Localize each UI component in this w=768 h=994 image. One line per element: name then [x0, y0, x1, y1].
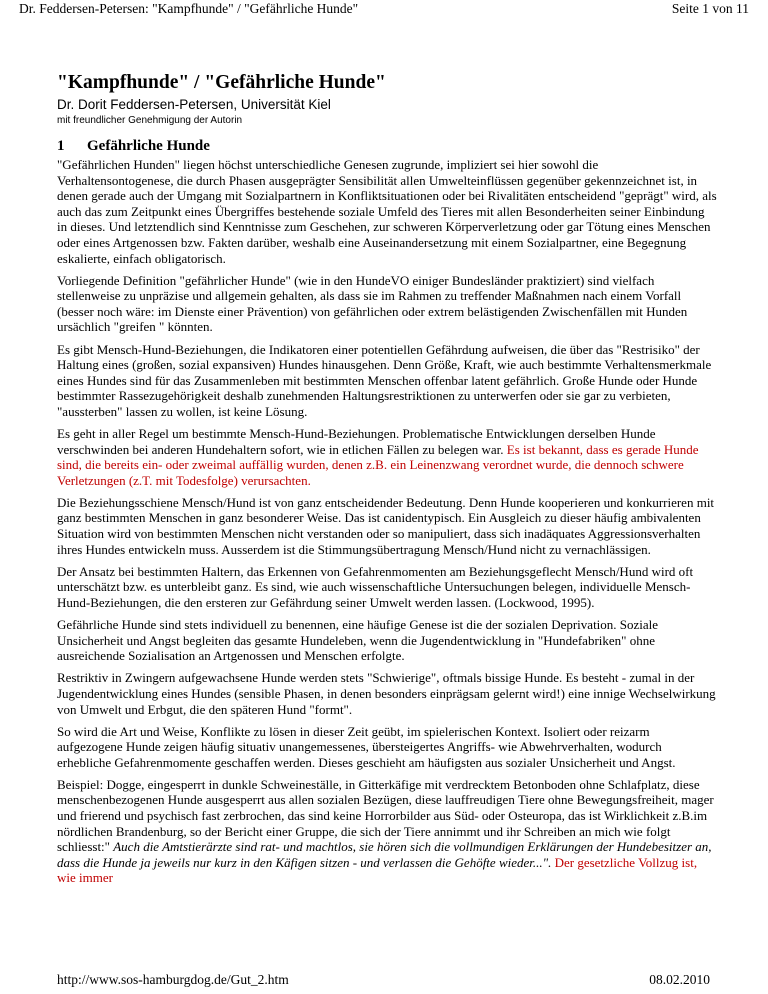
author-line: Dr. Dorit Feddersen-Petersen, Universität Kiel	[57, 97, 331, 112]
paragraph-3: Es gibt Mensch-Hund-Beziehungen, die Indikatoren einer potentiellen Gefährdung aufweisen, die über das "Restrisiko" der Haltung eines (großen, sozial expansiven) Hundes hinausgehen. Denn Größe, Kraft, wie auch bestimmte Verhaltensmerkmale eines Hundes sind für das Zusammenleben mit bestimmten Menschen offenbar latent gefährlich. Große Hunde oder Hunde bestimmter Rassezugehörigkeit deshalb zunehmenden Haltungsrestriktionen zu unterwerfen oder sie gar zu verbieten, "aussterben" lassen zu wollen, ist keine Lösung.	[57, 341, 712, 419]
paragraph-4-text: Es geht in aller Regel um bestimmte Mensch-Hund-Beziehungen. Problematische Entwicklungen derselben Hunde verschwinden bei anderen Hundehaltern sofort, wie in etlichen Fällen zu belegen war.	[57, 426, 656, 457]
paragraph-10-text: Beispiel: Dogge, eingesperrt in dunkle Schweineställe, in Gitterkäfige mit verdrecktem Betonboden ohne Schlafplatz, diese menschenbezogenen Hunde ausgesperrt aus allen sozialen Bezügen, diese lauffreudigen Tiere ohne Bewegungsfreiheit, mager und frierend und psychisch fast zerbrochen, das sind keine Horrorbilder aus Süd- oder Osteuropa, das ist Wirklichkeit z.B.im nördlichen Brandenburg, so der Bericht einer Gruppe, die sich der Tiere annimmt und ihr Schreiben an mich wie folgt schliesst:"	[57, 776, 714, 855]
header-page-number: Seite 1 von 11	[671, 1, 749, 16]
header-title: Dr. Feddersen-Petersen: "Kampfhunde" / "Gefährliche Hunde"	[19, 1, 359, 16]
footer-url[interactable]: http://www.sos-hamburgdog.de/Gut_2.htm	[57, 972, 289, 987]
paragraph-4	[57, 426, 717, 488]
paragraph-6: Der Ansatz bei bestimmten Haltern, das Erkennen von Gefahrenmomenten am Beziehungsgeflecht Mensch/Hund wird oft unterschätzt bzw. es unterbleibt ganz. Es sind, wie auch wissenschaftliche Untersuchungen belegen, individuelle Mensch-Hund-Beziehungen, die den ersteren zur Gefährdung seiner Umwelt werden lassen. (Lockwood, 1995).	[57, 563, 694, 610]
paragraph-10-quote: Auch die Amtstierärzte sind rat- und machtlos, sie hören sich die vollmundigen Erklärungen der Hundebesitzer an, dass die Hunde ja jeweils nur kurz in den Käfigen sitzen - und verlassen die Gehöfte wieder...".	[57, 839, 712, 870]
document-title: "Kampfhunde" / "Gefährliche Hunde"	[57, 72, 386, 93]
paragraph-9: So wird die Art und Weise, Konflikte zu lösen in dieser Zeit geübt, im spielerischen Kontext. Isoliert oder reizarm aufgezogene Hunde zeigen häufig situativ unangemessenes, übersteigertes Angriffs- wie Abwehrverhalten, wodurch erhebliche Gefahrenmomente geschaffen werden. Dieses geschieht am häufigsten aus sozialer Unsicherheit und Angst.	[57, 723, 676, 770]
paragraph-5: Die Beziehungsschiene Mensch/Hund ist von ganz entscheidender Bedeutung. Denn Hunde kooperieren und konkurrieren mit ganz bestimmten Menschen in ganz besonderer Weise. Das ist canidentypisch. Ein Ausgleich zu dieser häufig ambivalenten Situation wird von bestimmten Menschen nicht verstanden oder so manipuliert, dass sich inadäquates Aggressionsverhalten ihres Hundes entwickeln muss. Ausserdem ist die Stimmungsübertragung Mensch/Hund nicht zu vernachlässigen.	[57, 494, 715, 557]
paragraph-10-highlight: Der gesetzliche Vollzug ist, wie immer	[57, 854, 698, 886]
page-header	[19, 1, 749, 19]
paragraph-7: Gefährliche Hunde sind stets individuell zu benennen, eine häufige Genese ist die der sozialen Deprivation. Soziale Unsicherheit und Angst begleiten das gesamte Hundeleben, wenn die Jugendentwicklung in "Hundefabriken" ohne ausreichende Sozialisation an Artgenossen und Menschen erfolgte.	[57, 617, 659, 664]
section-number: 1	[57, 138, 65, 154]
paragraph-1: "Gefährlichen Hunden" liegen höchst unterschiedliche Genesen zugrunde, impliziert sei hier sowohl die Verhaltensontogenese, die durch Phasen ausgeprägter Sensibilität allen Umwelteinflüssen gegenüber gekennzeichnet ist, in denen gerade auch der Umgang mit Sozialpartnern in Konfliktsituationen oder bei Rivalitäten entscheidend "geprägt" wird, als auch das zum Zeitpunkt eines Übergriffes bestehende soziale Umfeld des Tieres mit allen Besonderheiten seiner Einbindung in dieses. Und letztendlich sind Kenntnisse zum Geschehen, zur schweren Körperverletzung oder gar Tötung eines Menschen oder eines Artgenossen bzw. Fakten darüber, weshalb eine Auseinandersetzung mit einem Sozialpartner, eine Begegnung eskalierte, einfach obligatorisch.	[57, 157, 717, 266]
page-footer	[57, 972, 710, 988]
paragraph-10	[57, 777, 717, 886]
paragraph-2: Vorliegende Definition "gefährlicher Hunde" (wie in den HundeVO einiger Bundesländer praktiziert) sind vielfach stellenweise zu unpräzise und allgemein gehalten, als dass sie im Rahmen zu treffender Maßnahmen nach einem Vorfall (besser noch wäre: im Dienste einer Prävention) von gefährlichen oder extrem belästigenden Zwischenfällen mit Hunden ursächlich "greifen " könnten.	[57, 272, 688, 335]
paragraph-8: Restriktiv in Zwingern aufgewachsene Hunde werden stets "Schwierige", oftmals bissige Hunde. Es besteht - zumal in der Jugendentwicklung eines Hundes (sensible Phasen, in denen besonders einprägsam gelernt wird!) eine innige Wechselwirkung von Umwelt und Erbgut, die den späteren Hund "formt".	[57, 670, 716, 717]
footer-date: 08.02.2010	[649, 972, 710, 987]
permission-note: mit freundlicher Genehmigung der Autorin	[57, 115, 243, 126]
section-title: Gefährliche Hunde	[87, 138, 210, 154]
paragraph-4-highlight: Es ist bekannt, dass es gerade Hunde sind, die bereits ein- oder zweimal auffällig wurden, denen z.B. ein Leinenzwang verordnet wurde, die dennoch schwere Verletzungen (z.T. mit Todesfolge) verursachten.	[57, 441, 699, 488]
document-body	[57, 72, 717, 893]
section-heading	[57, 137, 717, 155]
